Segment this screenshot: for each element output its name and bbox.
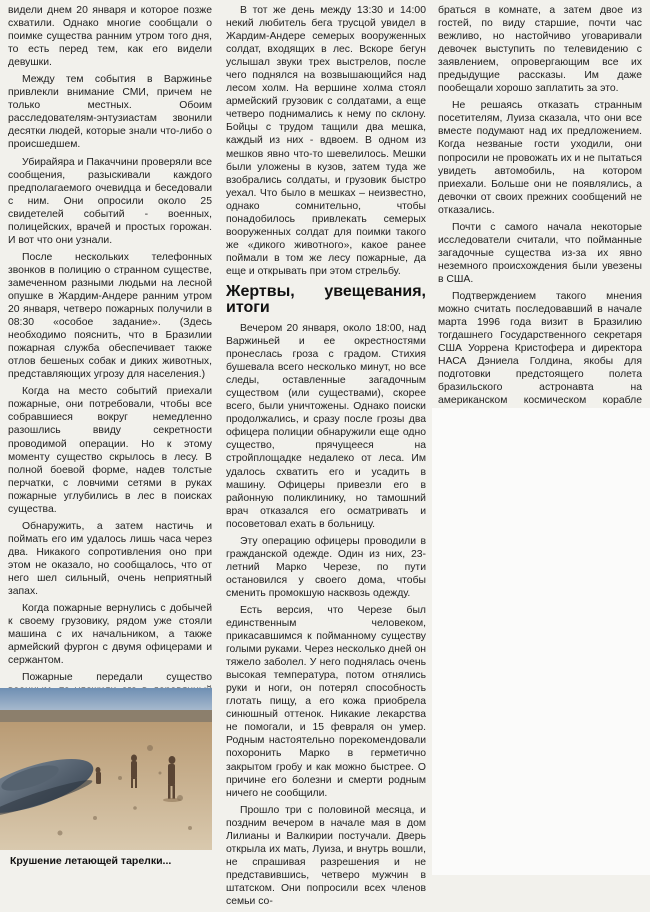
article-paragraph: Прошло три с половиной месяца, и поздним вечером в начале мая в дом Лилианы и Валкирии постучали. Дверь открыла их мать, Луиза, и внутрь вошли, не спрашивая разрешения и не представившись, четверо мужчин в штатском. Они попросили всех членов семьи со- — [226, 804, 426, 907]
article-paragraph: Между тем события в Варжиньe привлекли внимание СМИ, причем не только местных. Обоим расследователям-энтузиастам звонили десятки людей, которые знали что-либо о происшедшем. — [8, 74, 212, 151]
blank-area — [432, 408, 650, 875]
article-paragraph: Не решаясь отказать странным посетителям, Луиза сказала, что они все вместе подумают над их предложением. Когда незваные гости уходили, они попросили не провожать их и не пытаться увидеть автомобиль, на котором приехали. Больше они не появлялись, а девочки от своих прежних сообщений не отказались. — [438, 100, 642, 216]
crash-photo — [0, 688, 212, 850]
article-paragraph: Эту операцию офицеры проводили в гражданской одежде. Один из них, 23-летний Марко Черезе, по пути остановился у своего дома, чтобы сменить промокшую насквозь одежду. — [226, 535, 426, 599]
article-column-1 — [8, 4, 212, 767]
article-paragraph: Обнаружить, а затем настичь и поймать его им удалось лишь часа через два. Никакого сопротивления оно при этом не оказало, но сообщалось, что от него шел сильный, очень неприятный запах. — [8, 520, 212, 598]
article-paragraph: Есть версия, что Черезе был единственным человеком, прикасавшимся к пойманному существу голыми руками. Через несколько дней он тяжело заболел. У него поднялась очень высокая температура, потом отнялись руки и ноги, он потерял способность глотать пищу, а его кожа приобрела синюшный оттенок. Никакие лекарства не помогали, и 15 февраля он умер. Родным настоятельно порекомендовали похоронить Марко в герметично закрытом гробу и как можно быстрее. О причине его болезни и смерти родным ничего не сообщили. — [226, 604, 426, 799]
article-column-3 — [438, 4, 642, 440]
article-paragraph: Убирайяра и Пакаччини проверяли все сообщения, разыскивали каждого предполагаемого очевидца и беседовали с ним. Они опросили около 25 свидетелей событий - военных, полицейских, врачей и простых горожан. И вот что они узнали. — [8, 156, 212, 246]
article-paragraph: После нескольких телефонных звонков в полицию о странном существе, замеченном разными людьми на лесной опушке в Жардим-Андере ранним утром 20 января, четверо пожарных получили в 08:30 «особое задание». (Здесь необходимо пояснить, что в Бразилии пожарная служба обеспечивает также отлов бешеных собак и диких животных, представляющих угрозу для населения.) — [8, 251, 212, 381]
article-paragraph: Подтверждением такого мнения можно считать последовавший в начале марта 1996 года визит в Бразилию тогдашнего Государственного секретаря США Уоррена Кристофера и директора НАСА Дэниела Голдина, якобы для подготовки предстоящего полета бразильского астронавта на американском космическом корабле — [438, 290, 642, 407]
article-paragraph: видели днем 20 января и которое позже схватили. Однако многие сообщали о поимке существа ранним утром того дня, то есть перед тем, как его видели девушки. — [8, 5, 212, 69]
article-paragraph: Когда пожарные вернулись с добычей к своему грузовику, рядом уже стояли машина с их начальником, а также армейский фургон с двумя офицерами и сержантом. — [8, 603, 212, 667]
article-paragraph: Почти с самого начала некоторые исследователи считали, что пойманные загадочные существа из-за их явно неземного происхождения были увезены в США. — [438, 221, 642, 285]
article-column-2 — [226, 4, 426, 912]
photo-caption: Крушение летающей тарелки... — [10, 855, 172, 867]
section-heading: Жертвы, увещевания, итоги — [226, 282, 426, 316]
article-paragraph: В тот же день между 13:30 и 14:00 некий любитель бега трусцой увидел в Жардим-Андере семерых вооруженных солдат, входящих в лес. Вскоре бегун услышал звуки трех выстрелов, после чего поднялся на возвышающийся над лесом холм. На вершине холма стоял армейский грузовик с солдатами, а еще четверо поднимались к нему по склону. Бойцы с трудом тащили два мешка, каждый из них - вдвоем. В одном из мешков явно что-то шевелилось. Мешки были уложены в кузов, затем туда же взобрались солдаты, и грузовик быстро уехал. Что было в мешках – неизвестно, однако сомнительно, чтобы понадобилось привлекать семерых вооруженных солдат для поимки такого же «дикого животного», какое ранее поймали в том же лесу пожарные, да еще и открывать при этом стрельбу. — [226, 5, 426, 277]
article-paragraph: Когда на место событий приехали пожарные, они потребовали, чтобы все собравшиеся вокруг немедленно разошлись ввиду секретности проводимой операции. Но к этому моменту существо скрылось в лесу. В полной боевой форме, надев толстые перчатки, с ловчими сетями в руках пожарные углубились в лес в поисках существа. — [8, 386, 212, 515]
article-paragraph: Пожарные передали существо — [22, 672, 212, 684]
article-paragraph: Вечером 20 января, около 18:00, над Варжиньей и ее окрестностями пронеслась гроза с градом. Стихия бушевала всего несколько минут, но все следы, оставленные загадочным существом (или существами), скорее всего, были уничтожены. Однако поиски продолжались, и сразу после грозы два офицера полиции обнаружили еще одно существо, прячущееся на стройплощадке недалеко от леса. Им удалось схватить его и усадить в машину. Офицеры привезли его в районную поликлинику, но тамошний врач отказался его осматривать и посоветовал ехать в больницу. — [226, 322, 426, 530]
article-paragraph: браться в комнате, а затем двое из гостей, по виду старшие, почти час вежливо, но настойчиво уговаривали девочек выступить по телевидению с заявлением, опровергающим все их предыдущие рассказы. Им даже пообещали хорошо заплатить за это. — [438, 5, 642, 95]
crash-photo-image — [0, 688, 212, 850]
